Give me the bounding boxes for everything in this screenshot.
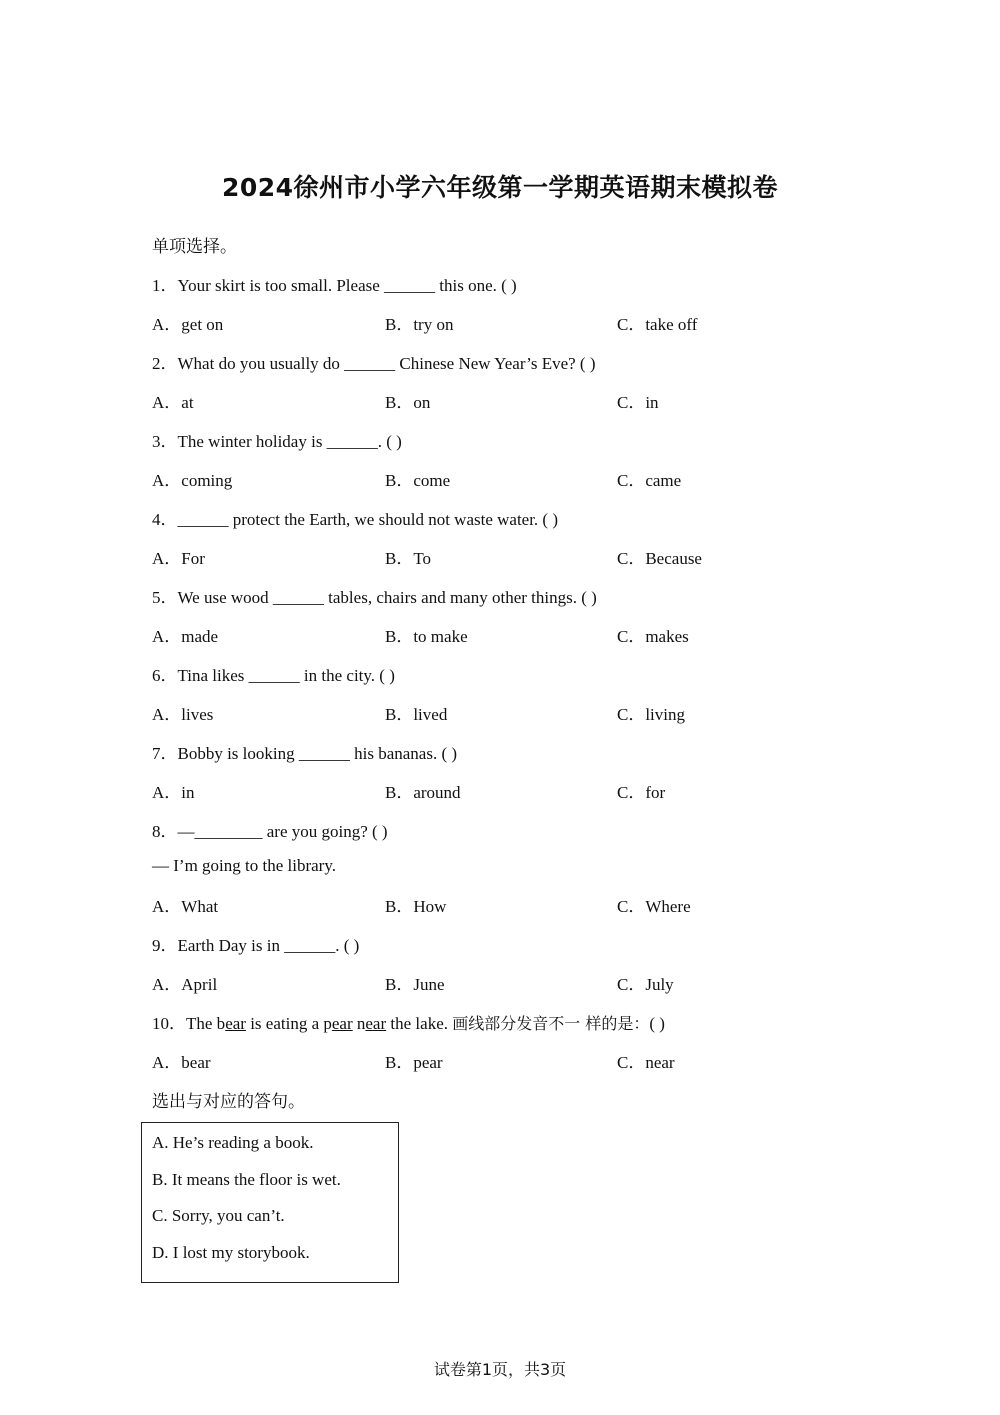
section-heading-match-answers: 选出与对应的答句。 (152, 1092, 305, 1112)
question-7: 7．Bobby is looking ______ his bananas. ( ) (152, 744, 458, 763)
option-c: C．Where (617, 897, 691, 916)
option-c: C．July (617, 975, 674, 994)
option-a: A．get on (152, 315, 224, 334)
option-a: A．What (152, 897, 219, 916)
option-c: C．came (617, 471, 682, 490)
option-c: C．near (617, 1053, 675, 1072)
option-b: B．lived (385, 705, 448, 724)
page-title: 2024徐州市小学六年级第一学期英语期末模拟卷 (221, 173, 779, 202)
option-b: B．try on (385, 315, 454, 334)
section-heading-single-choice: 单项选择。 (152, 237, 237, 257)
question-4: 4．______ protect the Earth, we should not waste water. ( ) (152, 510, 559, 529)
question-10-text: the lake. (386, 1014, 453, 1033)
question-7-options (152, 778, 852, 800)
option-c: C．for (617, 783, 666, 802)
question-2-options (152, 388, 852, 410)
question-10-bracket: ( ) (649, 1014, 665, 1033)
option-a: A．For (152, 549, 205, 568)
question-1: 1．Your skirt is too small. Please ______ this one. ( ) (152, 276, 517, 295)
question-2: 2．What do you usually do ______ Chinese New Year’s Eve? ( ) (152, 354, 596, 373)
question-10-text: is eating a p (245, 1014, 332, 1033)
question-3-options (152, 466, 852, 488)
option-b: B．How (385, 897, 447, 916)
option-b: B．to make (385, 627, 468, 646)
option-a: A．April (152, 975, 218, 994)
option-b: B．come (385, 471, 451, 490)
answer-options-box (141, 1122, 399, 1283)
option-a: A．made (152, 627, 219, 646)
option-c: C．living (617, 705, 686, 724)
option-c: C．in (617, 393, 659, 412)
question-8-options (152, 892, 852, 914)
option-b: B．To (385, 549, 432, 568)
question-10-text: n (352, 1014, 366, 1033)
option-a: A．at (152, 393, 194, 412)
answer-option-c: C. Sorry, you can’t. (152, 1206, 285, 1225)
option-a: A．lives (152, 705, 214, 724)
question-9: 9．Earth Day is in ______. ( ) (152, 936, 360, 955)
question-8-reply: — I’m going to the library. (152, 856, 336, 875)
question-10-text: 10．The b (152, 1014, 226, 1033)
question-9-options (152, 970, 852, 992)
question-10-instruction: 画线部分发音不一 样的是： (452, 1014, 650, 1033)
question-8: 8．—________ are you going? ( ) (152, 822, 388, 841)
underlined-sound: ear (365, 1014, 387, 1033)
option-a: A．in (152, 783, 195, 802)
question-4-options (152, 544, 852, 566)
underlined-sound: ear (331, 1014, 353, 1033)
underlined-sound: ear (225, 1014, 246, 1033)
question-6: 6．Tina likes ______ in the city. ( ) (152, 666, 395, 685)
option-b: B．around (385, 783, 461, 802)
option-b: B．pear (385, 1053, 443, 1072)
option-b: B．on (385, 393, 431, 412)
question-5: 5．We use wood ______ tables, chairs and many other things. ( ) (152, 588, 597, 607)
answer-option-b: B. It means the floor is wet. (152, 1170, 341, 1189)
question-10-options (152, 1048, 852, 1070)
option-c: C．Because (617, 549, 702, 568)
question-1-options (152, 310, 852, 332)
answer-option-d: D. I lost my storybook. (152, 1243, 310, 1262)
option-c: C．makes (617, 627, 689, 646)
question-3: 3．The winter holiday is ______. ( ) (152, 432, 402, 451)
question-6-options (152, 700, 852, 722)
option-b: B．June (385, 975, 445, 994)
option-c: C．take off (617, 315, 698, 334)
option-a: A．coming (152, 471, 233, 490)
page-footer: 试卷第1页，共3页 (433, 1360, 567, 1379)
answer-option-a: A. He’s reading a book. (152, 1133, 314, 1152)
option-a: A．bear (152, 1053, 211, 1072)
question-10 (152, 1009, 665, 1034)
question-5-options (152, 622, 852, 644)
